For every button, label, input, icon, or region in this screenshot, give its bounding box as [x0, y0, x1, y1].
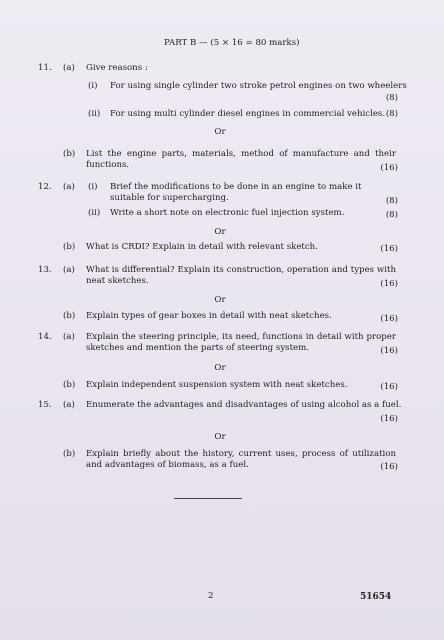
question-14-or: Or [214, 363, 226, 373]
question-13b-label: (b) [63, 311, 76, 321]
question-13b-text: Explain types of gear boxes in detail with neat sketches. [86, 311, 332, 321]
end-rule [174, 498, 242, 499]
question-12a-ii-label: (ii) [88, 208, 101, 218]
page-number: 2 [208, 591, 214, 601]
question-11a-label: (a) [63, 63, 75, 73]
question-11a-text: Give reasons : [86, 63, 148, 73]
question-14a-marks: (16) [380, 346, 398, 356]
question-12a-i-label: (i) [88, 182, 98, 192]
question-13a-label: (a) [63, 265, 75, 275]
question-15b-marks: (16) [380, 462, 398, 472]
paper-code: 51654 [360, 592, 392, 602]
question-12b-text: What is CRDI? Explain in detail with relevant sketch. [86, 242, 318, 252]
question-13-or: Or [214, 295, 226, 305]
question-13b-marks: (16) [380, 314, 398, 324]
question-12b-label: (b) [63, 242, 76, 252]
question-11-number: 11. [38, 63, 52, 73]
part-b-header: PART B — (5 × 16 = 80 marks) [164, 38, 300, 48]
question-11a-ii-marks: (8) [385, 109, 398, 119]
question-15a-label: (a) [63, 400, 75, 410]
question-12-or: Or [214, 227, 226, 237]
question-11a-ii-text: For using multi cylinder diesel engines in commercial vehicles. [110, 109, 386, 119]
question-14b-label: (b) [63, 380, 76, 390]
question-12a-i-marks: (8) [385, 196, 398, 206]
question-15a-text: Enumerate the advantages and disadvantages of using alcohol as a fuel. [86, 400, 402, 410]
question-12a-label: (a) [63, 182, 75, 192]
question-13a-marks: (16) [380, 279, 398, 289]
question-15-or: Or [214, 432, 226, 442]
question-14-number: 14. [38, 332, 52, 342]
question-14a-text: Explain the steering principle, its need, functions in detail with proper sketches and mention the parts of steering system. [86, 332, 396, 353]
question-14b-text: Explain independent suspension system with neat sketches. [86, 380, 348, 390]
question-15b-label: (b) [63, 449, 76, 459]
question-15-number: 15. [38, 400, 52, 410]
question-11a-i-marks: (8) [385, 93, 398, 103]
question-12b-marks: (16) [380, 244, 398, 254]
question-11a-i-label: (i) [88, 81, 98, 91]
question-14a-label: (a) [63, 332, 75, 342]
question-11b-text: List the engine parts, materials, method of manufacture and their functions. [86, 149, 396, 170]
question-15b-text: Explain briefly about the history, current uses, process of utilization and advantages of biomass, as a fuel. [86, 449, 396, 470]
question-12a-ii-text: Write a short note on electronic fuel injection system. [110, 208, 345, 218]
question-11b-label: (b) [63, 149, 76, 159]
question-12a-i-text: Brief the modifications to be done in an engine to make it suitable for supercharging. [110, 182, 362, 203]
question-11a-i-text: For using single cylinder two stroke petrol engines on two wheelers [110, 81, 407, 91]
question-13-number: 13. [38, 265, 52, 275]
question-12a-ii-marks: (8) [385, 210, 398, 220]
question-11a-ii-label: (ii) [88, 109, 101, 119]
question-14b-marks: (16) [380, 382, 398, 392]
question-11-or: Or [214, 127, 226, 137]
question-15a-marks: (16) [380, 414, 398, 424]
question-11b-marks: (16) [380, 163, 398, 173]
question-13a-text: What is differential? Explain its construction, operation and types with neat sketches. [86, 265, 396, 286]
question-12-number: 12. [38, 182, 52, 192]
